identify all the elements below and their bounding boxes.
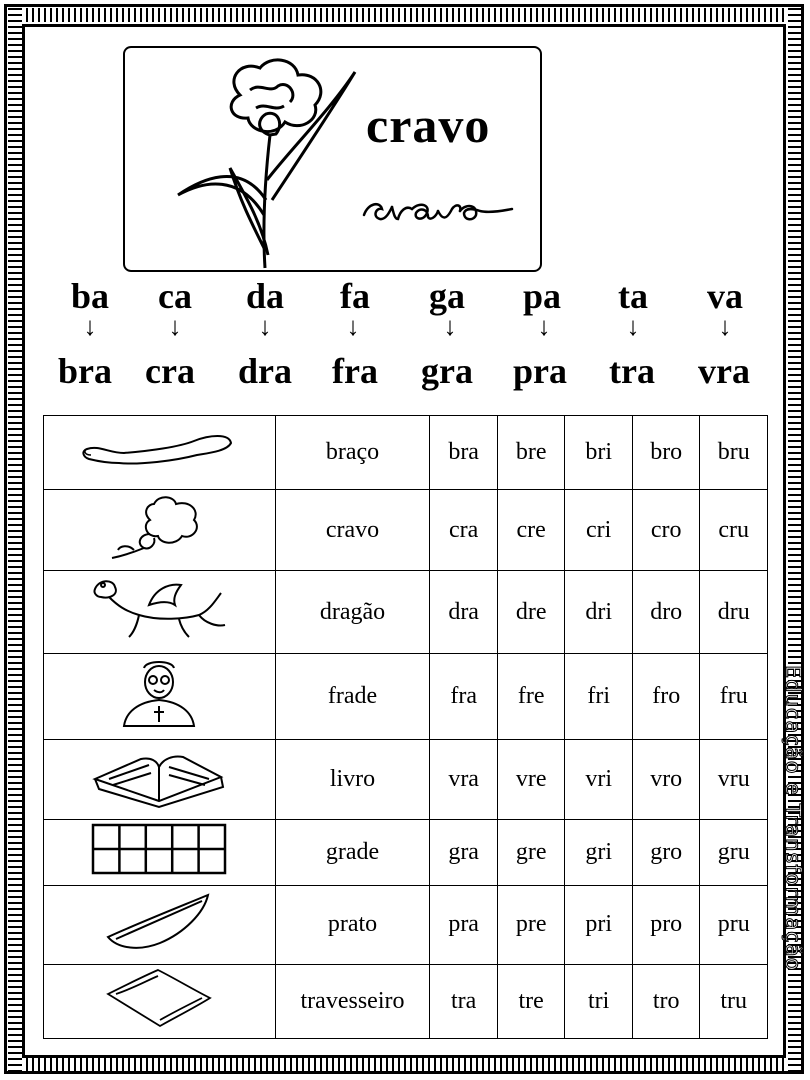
picture-cell [44,571,276,654]
syllable-cell: cre [497,490,565,571]
syllable-cell: dra [430,571,498,654]
syllable-cell: cri [565,490,633,571]
syllable-cell: tru [700,964,768,1038]
syllable-cell: dro [632,571,700,654]
word-cell: grade [275,820,430,886]
table-row [44,885,768,964]
carnation-icon [104,494,214,560]
down-arrow-icon: ↓ [718,312,732,341]
word-cell: braço [275,416,430,490]
picture-cell [44,490,276,571]
word-cell: travesseiro [275,964,430,1038]
syllable-simple-ba: ba [70,276,110,316]
syllable-cell: bre [497,416,565,490]
book-icon [89,743,229,809]
syllable-simple-ta: ta [618,276,648,316]
plate-icon [104,889,214,953]
picture-cell [44,964,276,1038]
table-row [44,820,768,886]
syllable-cell: pri [565,885,633,964]
word-cell: dragão [275,571,430,654]
syllable-cell: fro [632,654,700,739]
picture-cell [44,416,276,490]
syllable-blend-cra: cra [145,351,195,391]
syllable-cell: bri [565,416,633,490]
syllable-cell: bro [632,416,700,490]
down-arrow-icon: ↓ [83,312,97,341]
syllable-table [43,415,768,1039]
syllable-cell: bra [430,416,498,490]
syllable-simple-da: da [245,276,285,316]
word-cell: frade [275,654,430,739]
syllable-blend-vra: vra [698,351,750,391]
syllable-cell: dri [565,571,633,654]
syllable-cell: fre [497,654,565,739]
down-arrow-icon: ↓ [258,312,272,341]
syllable-cell: cru [700,490,768,571]
syllable-simple-fa: fa [340,276,370,316]
syllable-cell: bru [700,416,768,490]
syllable-cell: vro [632,739,700,820]
watermark-text: Educação e Transformação [781,665,805,972]
syllable-cell: fra [430,654,498,739]
card-word: cravo [366,97,491,153]
syllable-blend-dra: dra [238,351,292,391]
syllable-cell: tro [632,964,700,1038]
syllable-cell: pru [700,885,768,964]
syllable-blend-fra: fra [332,351,378,391]
syllable-simple-va: va [707,276,743,316]
syllable-cell: gre [497,820,565,886]
syllable-cell: vre [497,739,565,820]
syllable-simple-pa: pa [522,276,562,316]
watermark [781,665,810,1005]
down-arrow-icon: ↓ [346,312,360,341]
down-arrow-icon: ↓ [168,312,182,341]
syllable-cell: vra [430,739,498,820]
syllable-cell: vru [700,739,768,820]
syllable-cell: dru [700,571,768,654]
picture-cell [44,820,276,886]
down-arrow-icon: ↓ [443,312,457,341]
cursive-word-cravo [362,193,522,227]
syllable-simple-ga: ga [429,276,465,316]
table-row [44,964,768,1038]
table-row [44,654,768,739]
syllable-cell: cra [430,490,498,571]
grid-icon [91,823,227,875]
down-arrow-icon: ↓ [537,312,551,341]
syllable-cell: fri [565,654,633,739]
syllable-cell: vri [565,739,633,820]
arm-icon [79,419,239,479]
syllable-cell: pro [632,885,700,964]
picture-cell [44,654,276,739]
table-row [44,490,768,571]
picture-cell [44,739,276,820]
syllable-cell: dre [497,571,565,654]
friar-icon [114,658,204,728]
syllable-simple-ca: ca [158,276,192,316]
syllable-cell: gru [700,820,768,886]
syllable-cell: gri [565,820,633,886]
syllable-blend-tra: tra [609,351,655,391]
down-arrow-icon: ↓ [626,312,640,341]
syllable-cell: fru [700,654,768,739]
word-cell: cravo [275,490,430,571]
table-row [44,416,768,490]
carnation-flower-icon [170,50,370,272]
pillow-icon [104,968,214,1028]
syllable-cell: gra [430,820,498,886]
syllable-cell: pre [497,885,565,964]
syllable-blend-bra: bra [58,351,112,391]
dragon-icon [89,575,229,643]
word-cell: livro [275,739,430,820]
table-row [44,739,768,820]
syllable-blend-pra: pra [513,351,567,391]
syllable-blend-gra: gra [421,351,473,391]
syllable-cell: tra [430,964,498,1038]
word-cell: prato [275,885,430,964]
syllable-cell: gro [632,820,700,886]
syllable-cell: tre [497,964,565,1038]
syllable-cell: pra [430,885,498,964]
table-row [44,571,768,654]
syllable-cell: cro [632,490,700,571]
picture-cell [44,885,276,964]
syllable-cell: tri [565,964,633,1038]
